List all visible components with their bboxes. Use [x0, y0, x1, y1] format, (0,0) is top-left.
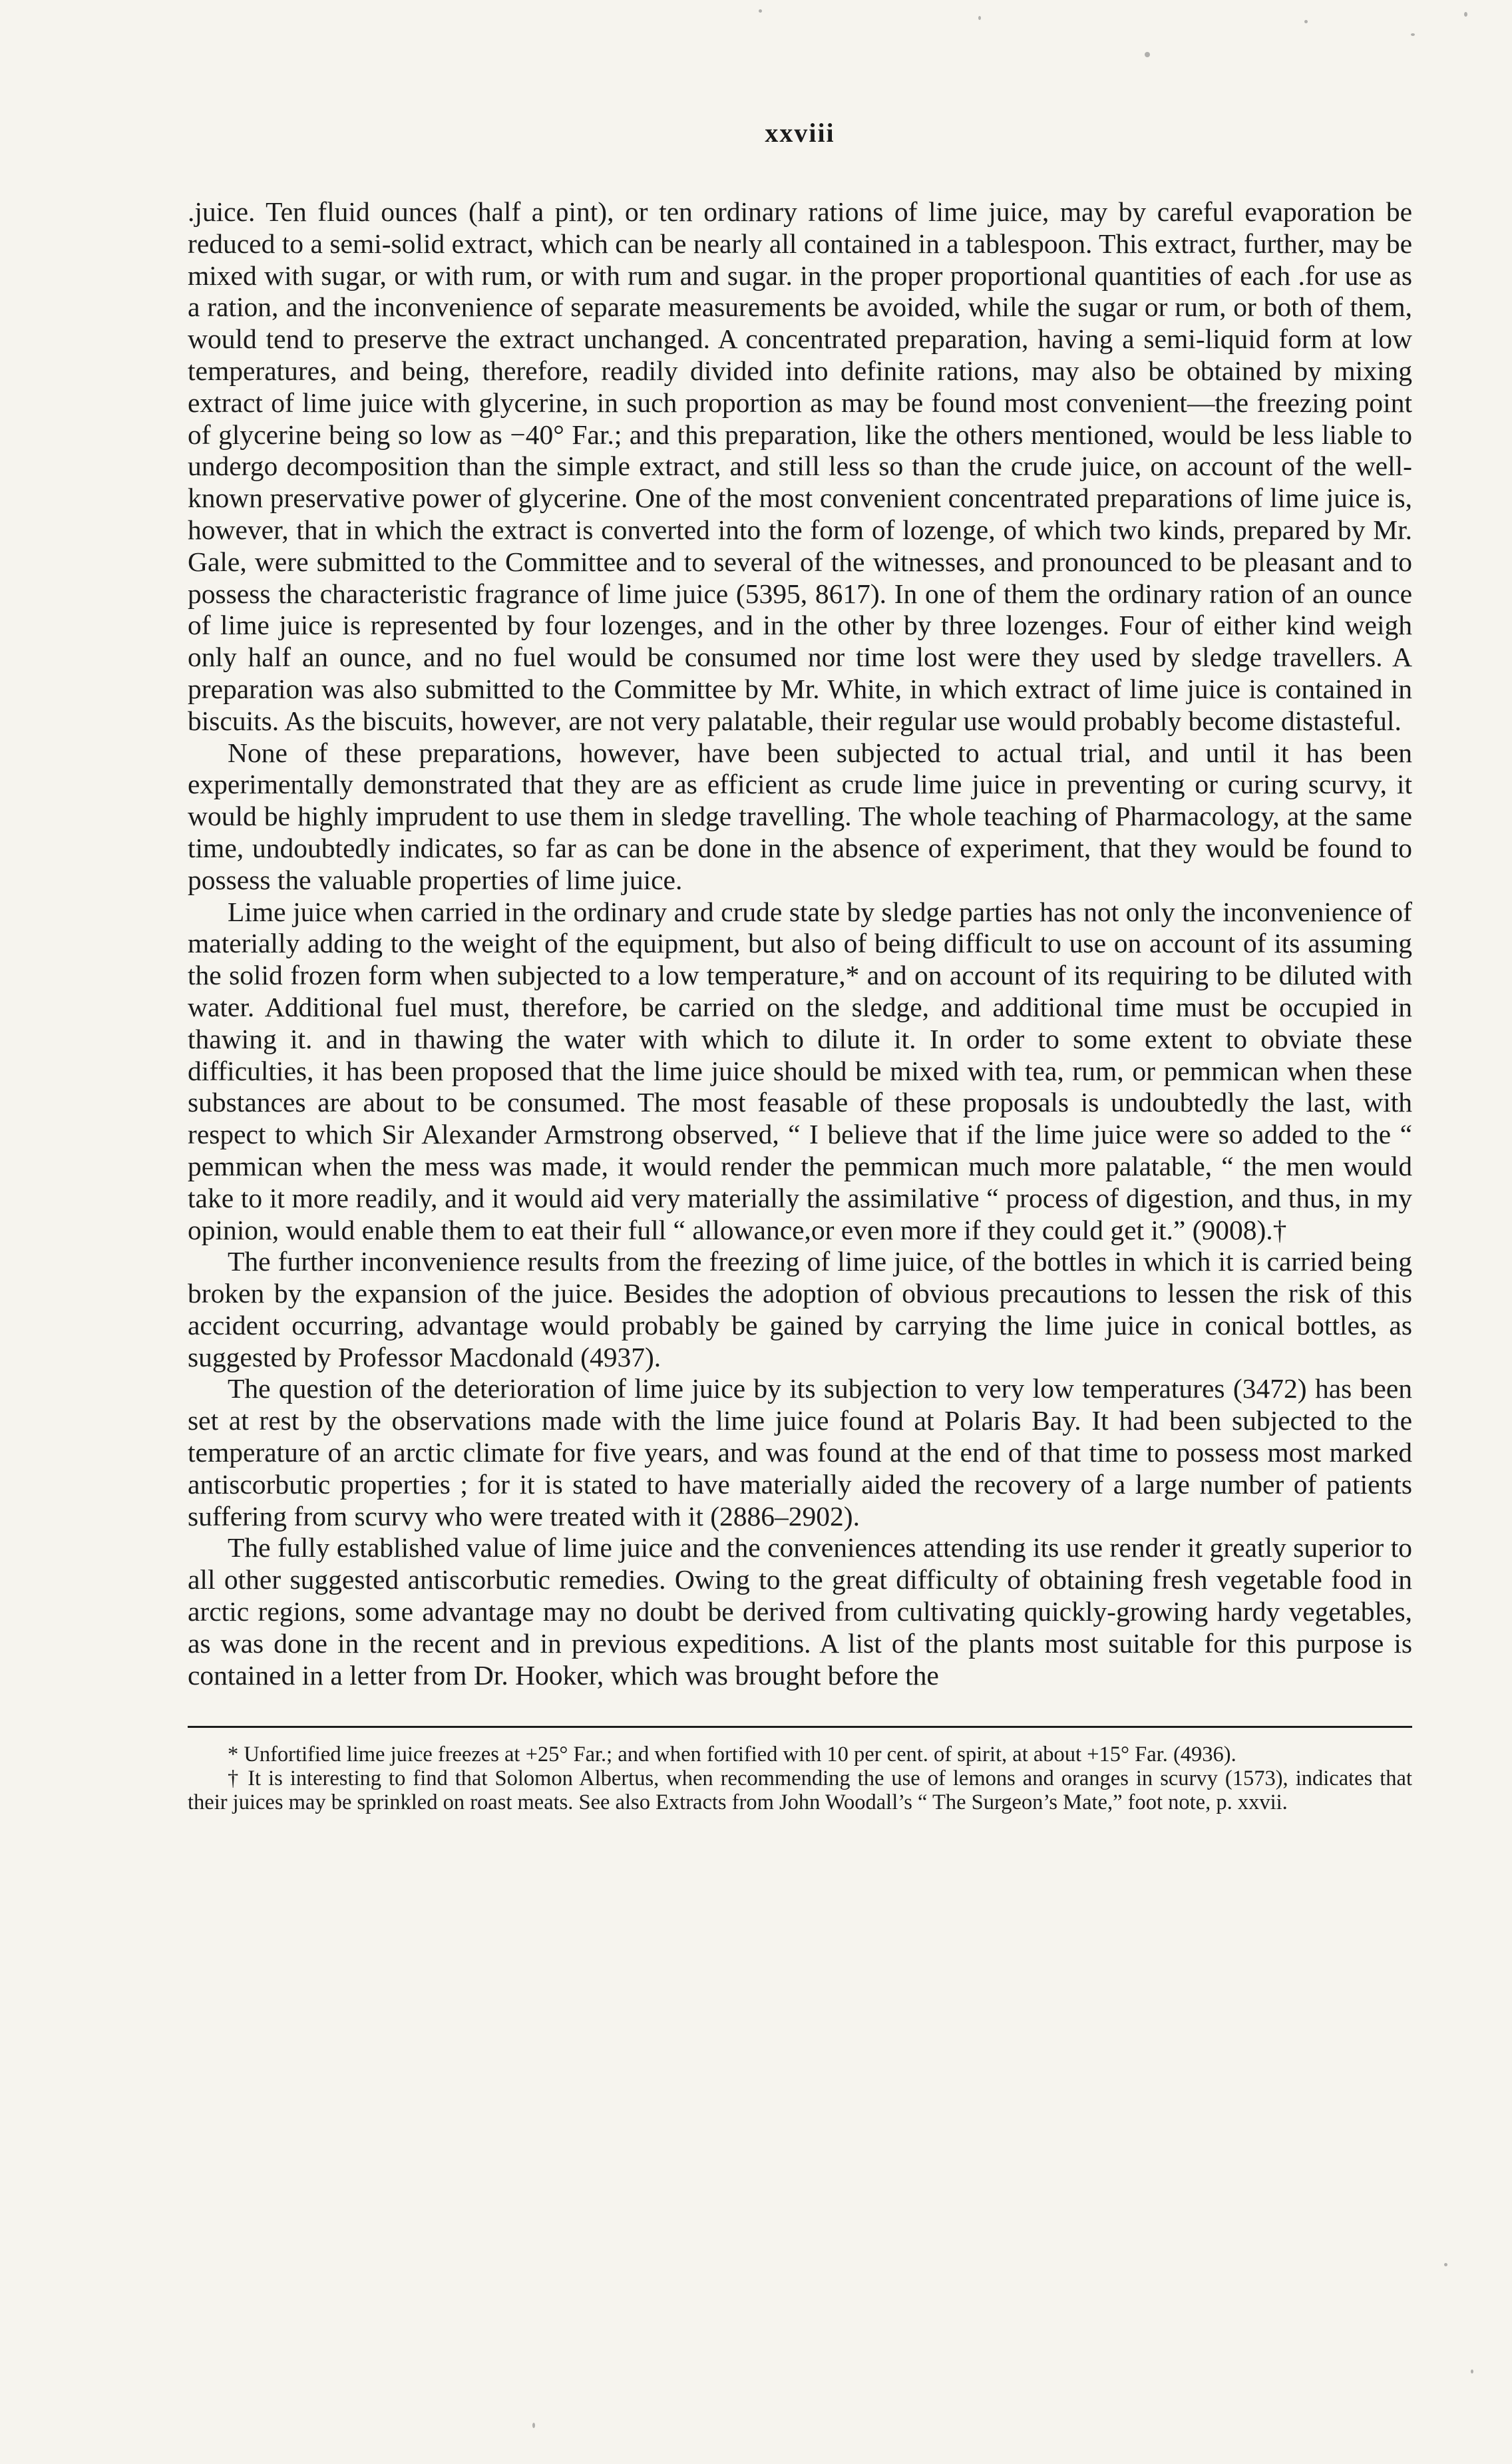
body-paragraph-2: None of these preparations, however, have been subjected to actual trial, and until it has been experimentally demonstrated that they are as efficient as crude lime juice in preventing or curing scurvy, it would be highly imprudent to use them in sledge travelling. The whole teaching of Pharmacology, at the same time, undoubtedly indicates, so far as can be done in the absence of experiment, that they would be found to possess the valuable properties of lime juice.: [188, 737, 1412, 895]
scan-speck: [1304, 20, 1308, 23]
body-paragraph-4: The further inconvenience results from the freezing of lime juice, of the bottles in which it is carried being broken by the expansion of the juice. Besides the adoption of obvious precautions to lessen the risk of this accident occurring, advantage would probably be gained by carrying the lime juice in conical bottles, as suggested by Professor Macdonald (4937).: [188, 1246, 1412, 1372]
scan-speck: [532, 2423, 535, 2428]
scan-speck: [1145, 52, 1150, 57]
footnote-2: † It is interesting to find that Solomon Albertus, when recommending the use of lemons and oranges in scurvy (1573), indicates that their juices may be sprinkled on roast meats. See also Extracts from John Woodall’s “ The Surgeon’s Mate,” foot note, p. xxvii.: [188, 1766, 1412, 1815]
body-paragraph-3: Lime juice when carried in the ordinary and crude state by sledge parties has not only the inconvenience of materially adding to the weight of the equipment, but also of being difficult to use on account of its assuming the solid frozen form when subjected to a low temperature,* and on account of its requiring to be diluted with water. Additional fuel must, therefore, be carried on the sledge, and additional time must be occupied in thawing it. and in thawing the water with which to dilute it. In order to some extent to obviate these difficulties, it has been proposed that the lime juice should be mixed with tea, rum, or pemmican when these substances are about to be consumed. The most feasable of these proposals is undoubtedly the last, with respect to which Sir Alexander Armstrong observed, “ I believe that if the lime juice were so added to the “ pemmican when the mess was made, it would render the pemmican much more palatable, “ the men would take to it more readily, and it would aid very materially the assimilative “ process of digestion, and thus, in my opinion, would enable them to eat their full “ allowance,or even more if they could get it.” (9008).†: [188, 896, 1412, 1245]
body-paragraph-5: The question of the deterioration of lime juice by its subjection to very low temperatures (3472) has been set at rest by the observations made with the lime juice found at Polaris Bay. It had been subjected to the temperature of an arctic climate for five years, and was found at the end of that time to possess most marked antiscorbutic properties ; for it is stated to have materially aided the recovery of a large number of patients suffering from scurvy who were treated with it (2886–2902).: [188, 1373, 1412, 1532]
scan-speck: [1444, 2263, 1447, 2266]
page-number: xxviii: [765, 118, 835, 148]
body-paragraph-1: .juice. Ten fluid ounces (half a pint), or ten ordinary rations of lime juice, may by careful evaporation be reduced to a semi-solid extract, which can be nearly all contained in a tablespoon. This extract, further, may be mixed with sugar, or with rum, or with rum and sugar. in the proper proportional quantities of each .for use as a ration, and the inconvenience of separate measurements be avoided, while the sugar or rum, or both of them, would tend to preserve the extract unchanged. A concentrated preparation, having a semi-liquid form at low temperatures, and being, therefore, readily divided into definite rations, may also be obtained by mixing extract of lime juice with glycerine, in such proportion as may be found most convenient—the freezing point of glycerine being so low as −40° Far.; and this preparation, like the others mentioned, would be less liable to undergo decomposition than the simple extract, and still less so than the crude juice, on account of the well-known preservative power of glycerine. One of the most convenient concentrated preparations of lime juice is, however, that in which the extract is converted into the form of lozenge, of which two kinds, prepared by Mr. Gale, were submitted to the Committee and to several of the witnesses, and pronounced to be pleasant and to possess the characteristic fragrance of lime juice (5395, 8617). In one of them the ordinary ration of an ounce of lime juice is represented by four lozenges, and in the other by three lozenges. Four of either kind weigh only half an ounce, and no fuel would be consumed nor time lost were they used by sledge travellers. A preparation was also submitted to the Committee by Mr. White, in which extract of lime juice is contained in biscuits. As the biscuits, however, are not very palatable, their regular use would probably become distasteful.: [188, 196, 1412, 736]
footnote-1: * Unfortified lime juice freezes at +25° Far.; and when fortified with 10 per cent. of spirit, at about +15° Far. (4936).: [228, 1743, 1236, 1767]
footnote-divider: [188, 1726, 1412, 1728]
scan-speck: [1471, 2369, 1473, 2373]
scan-speck: [1411, 33, 1415, 36]
document-page: [188, 106, 1412, 1814]
scan-speck: [978, 16, 981, 20]
scan-speck: [759, 9, 762, 13]
body-paragraph-6: The fully established value of lime juice and the conveniences attending its use render it greatly superior to all other suggested antiscorbutic remedies. Owing to the great difficulty of obtaining fresh vegetable food in arctic regions, some advantage may no doubt be derived from cultivating quickly-growing hardy vegetables, as was done in the recent and in previous expeditions. A list of the plants most suitable for this purpose is contained in a letter from Dr. Hooker, which was brought before the: [188, 1532, 1412, 1691]
scan-speck: [1464, 12, 1467, 17]
